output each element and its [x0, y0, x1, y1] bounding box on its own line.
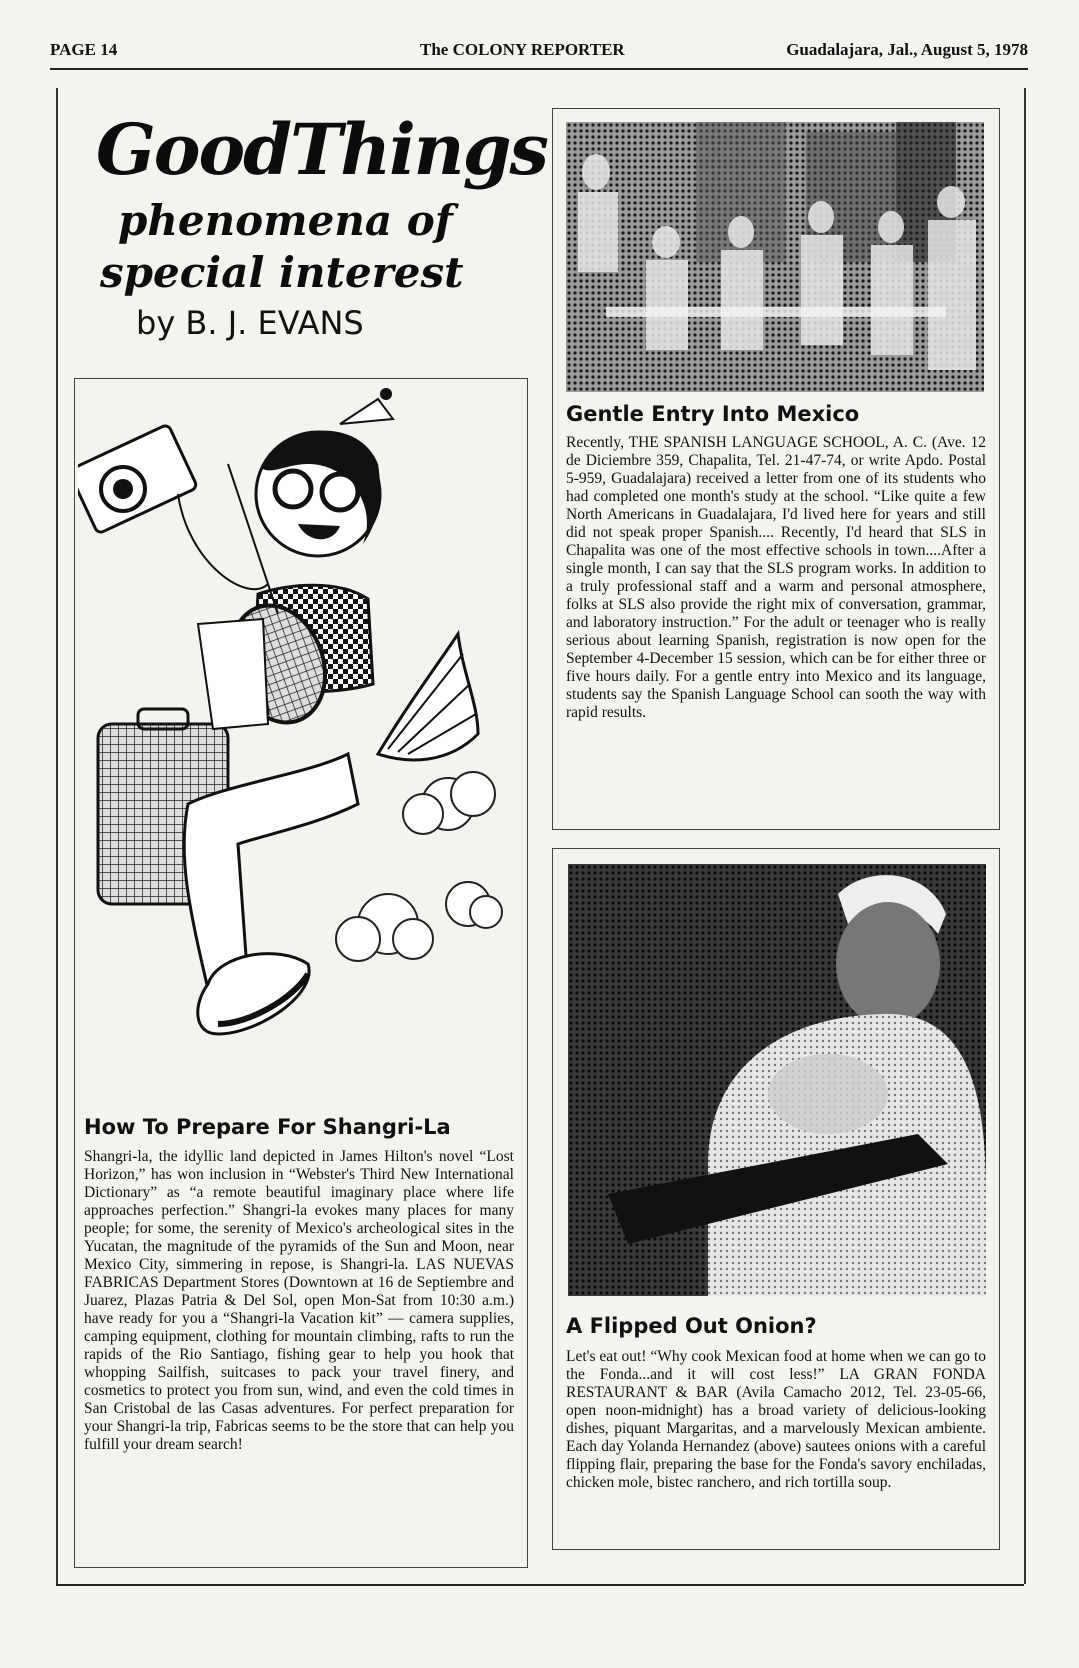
page-number: PAGE 14	[50, 40, 118, 59]
footer-rule	[56, 1584, 1024, 1586]
column-masthead	[88, 108, 547, 342]
dateline: Guadalajara, Jal., August 5, 1978	[786, 40, 1028, 59]
traveler-illustration	[78, 384, 524, 1104]
spanish-school-body: Recently, THE SPANISH LANGUAGE SCHOOL, A. C. (Ave. 12 de Diciembre 359, Chapalita, Tel. 21-47-74, or write Apdo. Postal 5-959, Guadalajara) received a letter from one of its students who had completed one month's study at the school. “Like quite a few North Americans in Guadalajara, I'd lived here for years and still did not speak proper Spanish.... Recently, I'd heard that SLS in Chapalita was one of the most effective schools in town....After a single month, I can say that the SLS program works. In addition to a truly professional staff and a warm and personal atmosphere, folks at SLS also provide the right mix of conversation, grammar, and laboratory instruction.” For the adult or teenager who is really serious about learning Spanish, registration is now open for the September 4-December 15 session, which can be for either three or five hours daily. For a gentle entry into Mexico and its language, students say the Spanish Language School can sooth the way with rapid results.	[566, 434, 986, 721]
spanish-school-title: Gentle Entry Into Mexico	[566, 402, 860, 426]
shangrila-body: Shangri-la, the idyllic land depicted in James Hilton's novel “Lost Horizon,” has won inclusion in “Webster's Third New International Dictionary” as “a remote beautiful imaginary place where life approaches perfection.” Shangri-la evokes many places for many people; for some, the serenity of Mexico's archeological sites in the Yucatan, the magnitude of the pyramids of the Sun and Moon, near Mexico City, simmering in repose, is Shangri-la. LAS NUEVAS FABRICAS Department Stores (Downtown at 16 de Septiembre and Juarez, Plazas Patria & Del Sol, open Mon-Sat from 10:30 a.m.) have ready for you a “Shangri-la Vacation kit” — camera supplies, camping equipment, clothing for mountain climbing, rafts to run the rapids of the Rio Santiago, fishing gear to help you hook that whopping Sailfish, suitcases to pack your travel finery, and cosmetics to protect you from sun, wind, and even the cold times in San Cristobal de las Casas adventures. For perfect preparation for your Shangri-la trip, Fabricas seems to be the store that can help you fulfill your dream search!	[84, 1148, 514, 1453]
classroom-photo	[566, 122, 984, 392]
newspaper-name: The COLONY REPORTER	[420, 40, 625, 59]
byline: by B. J. EVANS	[136, 304, 364, 342]
column-title: GoodThings	[96, 108, 547, 191]
cook-photo	[568, 864, 986, 1296]
header-rule	[50, 68, 1028, 70]
column-subtitle-line1: phenomena of	[118, 196, 453, 245]
page-header	[50, 40, 1028, 66]
column-subtitle-line2: special interest	[100, 248, 464, 297]
shangrila-title: How To Prepare For Shangri-La	[84, 1115, 451, 1139]
fonda-title: A Flipped Out Onion?	[566, 1314, 817, 1338]
fonda-body: Let's eat out! “Why cook Mexican food at home when we can go to the Fonda...and it will cost less!” LA GRAN FONDA RESTAURANT & BAR (Avila Camacho 2012, Tel. 23-05-66, open noon-midnight) has a broad variety of delicious-looking dishes, piquant Margaritas, and a marvelously Mexican ambiente. Each day Yolanda Hernandez (above) sautees onions with a careful flipping flair, preparing the base for the Fonda's savory enchiladas, chicken mole, bistec ranchero, and rich tortilla soup.	[566, 1348, 986, 1491]
